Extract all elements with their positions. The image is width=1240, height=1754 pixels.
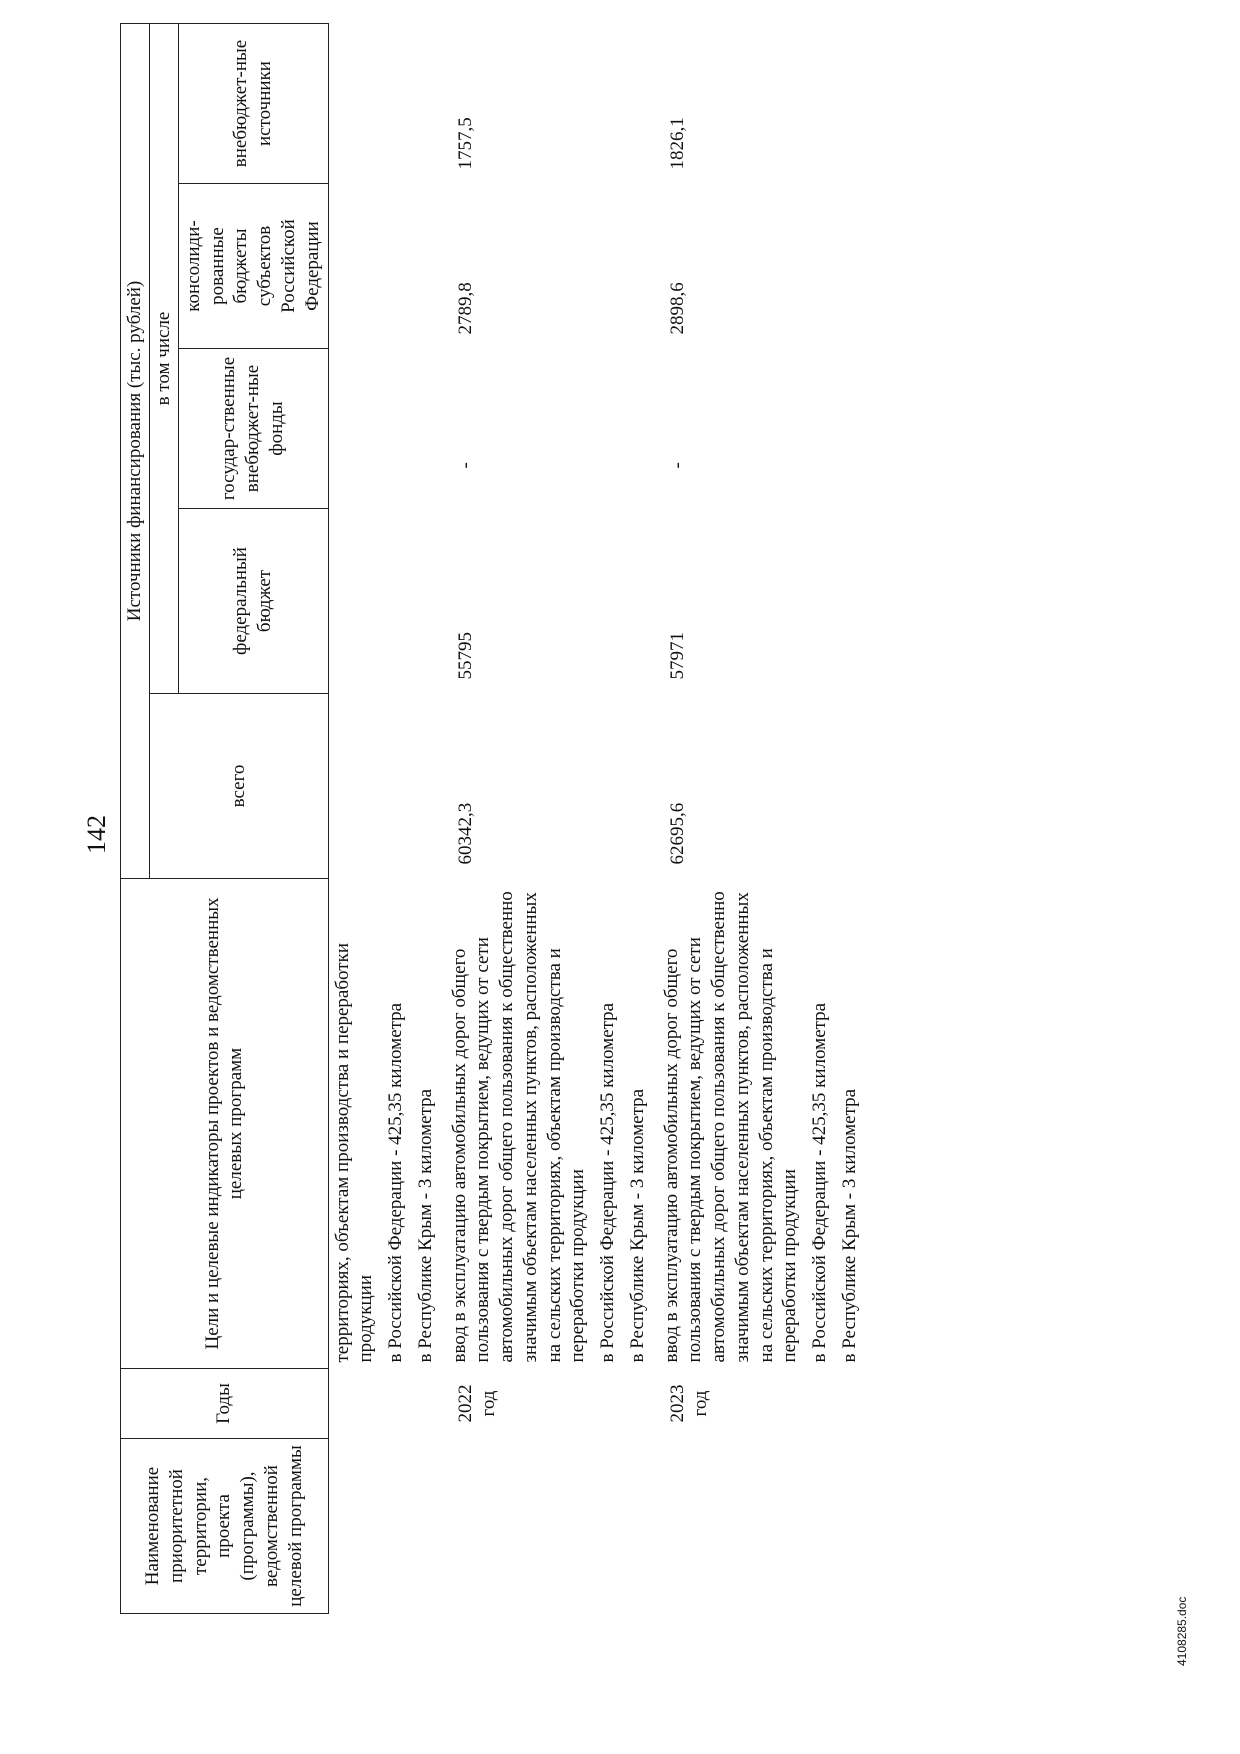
- cell-year: 2023 год: [666, 1384, 712, 1423]
- header-total: всего: [149, 694, 328, 879]
- header-name: Наименование приоритетной территории, проекта (программы), ведомственной целевой программы: [121, 1439, 329, 1614]
- goal-text: в Республике Крым - 3 километра: [414, 1088, 436, 1363]
- header-goals: Цели и целевые индикаторы проектов и ведомственных целевых программ: [121, 879, 329, 1369]
- header-including: в том числе: [149, 24, 178, 694]
- cell-regional: 2789,8: [454, 282, 476, 335]
- cell-total: 62695,6: [666, 802, 688, 865]
- header-regional: консолиди-рованные бюджеты субъектов Российской Федерации: [178, 184, 328, 349]
- header-state-funds: государ-ственные внебюджет-ные фонды: [178, 349, 328, 509]
- cell-name: [658, 1439, 870, 1614]
- cell-extra: 1757,5: [454, 117, 476, 170]
- page-number: 142: [82, 815, 111, 854]
- cell-name: [446, 1439, 658, 1614]
- header-extra: внебюджет-ные источники: [178, 24, 328, 184]
- cell-goals: [328, 879, 446, 1369]
- cell-goals: [446, 879, 658, 1369]
- goal-text: в Российской Федерации - 425,35 километра: [809, 1002, 830, 1363]
- goal-text: ввод в эксплуатацию автомобильных дорог общего пользования с твердым покрытием, ведущих от сети автомобильных дорог общего пользования к общественно значимым объектам населенных пунктов, расположенных на сельских территориях, объектам производства и переработки продукции: [448, 891, 589, 1363]
- header-sources: Источники финансирования (тыс. рублей): [121, 24, 150, 879]
- cell-year: 2022 год: [454, 1384, 500, 1423]
- table-row: [658, 24, 870, 1614]
- cell-federal: 55795: [454, 632, 476, 680]
- goal-text: в Российской Федерации - 425,35 километра: [385, 1002, 406, 1363]
- cell-state-funds: -: [666, 462, 688, 469]
- goal-text: ввод в эксплуатацию автомобильных дорог общего пользования с твердым покрытием, ведущих от сети автомобильных дорог общего пользования к общественно значимым объектам населенных пунктов, расположенных на сельских территориях, объектам производства и переработки продукции: [660, 891, 801, 1363]
- goal-text: в Республике Крым - 3 километра: [626, 1088, 648, 1363]
- header-federal: федеральный бюджет: [178, 509, 328, 694]
- table-row: [446, 24, 658, 1614]
- financing-table: [120, 23, 870, 1614]
- cell-state-funds: -: [454, 462, 476, 469]
- cell-state-funds: [328, 349, 446, 509]
- cell-total: 60342,3: [454, 802, 476, 865]
- cell-federal: 57971: [666, 632, 688, 680]
- cell-extra: [328, 24, 446, 184]
- goal-text: в Российской Федерации - 425,35 километра: [597, 1002, 618, 1363]
- file-name: 4108285.doc: [1175, 1596, 1189, 1666]
- cell-total: [328, 694, 446, 879]
- cell-regional: [328, 184, 446, 349]
- cell-year: [328, 1369, 446, 1439]
- cell-regional: 2898,6: [666, 282, 688, 335]
- cell-extra: 1826,1: [666, 117, 688, 170]
- cell-goals: [658, 879, 870, 1369]
- header-years: Годы: [121, 1369, 329, 1439]
- goal-text: в Республике Крым - 3 километра: [838, 1088, 860, 1363]
- goal-text: территориях, объектам производства и переработки продукции: [331, 943, 377, 1363]
- table-row: [328, 24, 446, 1614]
- cell-federal: [328, 509, 446, 694]
- cell-name: [328, 1439, 446, 1614]
